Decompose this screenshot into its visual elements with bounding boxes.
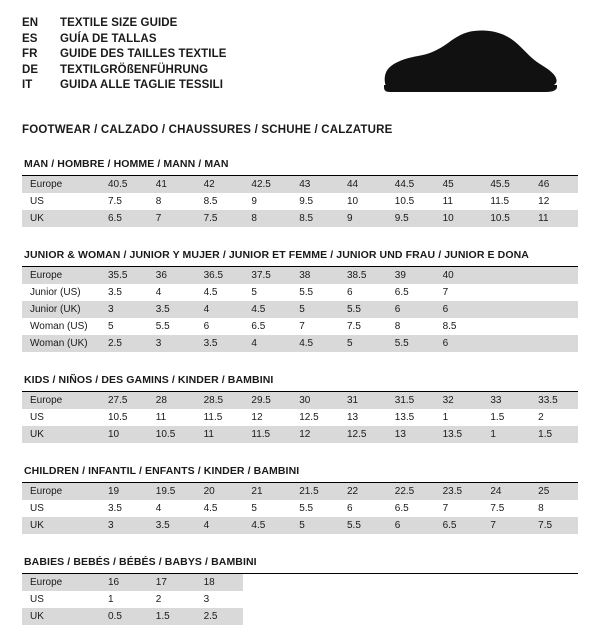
cell <box>482 301 530 318</box>
cell: 20 <box>196 483 244 500</box>
cell: 6 <box>387 301 435 318</box>
cell <box>530 335 578 352</box>
cell: 31.5 <box>387 392 435 409</box>
cell: 32 <box>435 392 483 409</box>
cell: 5.5 <box>299 287 314 298</box>
cell: 3.5 <box>148 517 196 534</box>
cell: 19 <box>100 483 148 500</box>
language-row <box>22 18 227 34</box>
language-titles <box>22 18 227 96</box>
row-label: Europe <box>22 483 100 500</box>
cell: 9 <box>251 196 257 207</box>
cell <box>530 608 578 625</box>
cell: 6 <box>435 335 483 352</box>
cell: 5 <box>339 335 387 352</box>
table-row <box>22 318 578 335</box>
language-titles-body <box>22 18 227 96</box>
cell: 11 <box>155 412 167 423</box>
cell: 1.5 <box>530 426 578 443</box>
cell <box>530 267 578 284</box>
cell: 0.5 <box>100 608 148 625</box>
cell <box>530 318 578 335</box>
cell: 23.5 <box>435 483 483 500</box>
cell <box>243 574 291 591</box>
cell: 11.5 <box>243 426 291 443</box>
cell: 29.5 <box>243 392 291 409</box>
size-group-man <box>22 158 578 227</box>
cell: 2.5 <box>196 608 244 625</box>
cell: 3 <box>203 594 210 605</box>
row-label: US <box>30 594 44 605</box>
cell: 2 <box>155 594 162 605</box>
cell: 4 <box>243 335 291 352</box>
shoe-illustration <box>368 28 568 108</box>
cell <box>387 608 435 625</box>
cell: 10.5 <box>394 196 415 207</box>
cell: 1 <box>482 426 530 443</box>
language-code: ES <box>22 32 38 45</box>
language-code: EN <box>22 17 39 29</box>
cell: 12.5 <box>339 426 387 443</box>
row-label: Europe <box>22 574 100 591</box>
cell: 1.5 <box>490 412 505 423</box>
cell: 41 <box>148 176 196 193</box>
cell: 22 <box>339 483 387 500</box>
cell <box>291 574 339 591</box>
cell: 21 <box>243 483 291 500</box>
cell: 21.5 <box>291 483 339 500</box>
cell <box>530 574 578 591</box>
size-group-junior-woman <box>22 249 578 352</box>
row-label: US <box>30 503 44 514</box>
size-table <box>22 392 578 443</box>
group-title: BABIES / BEBÉS / BÉBÉS / BABYS / BAMBINI <box>24 556 257 568</box>
table-row <box>22 335 578 352</box>
cell: 1 <box>442 412 449 423</box>
cell: 4 <box>196 517 244 534</box>
cell: 6.5 <box>100 210 148 227</box>
cell: 8.5 <box>442 321 457 332</box>
row-label: Europe <box>22 392 100 409</box>
cell: 2.5 <box>100 335 148 352</box>
cell: 10 <box>100 426 148 443</box>
cell: 9 <box>339 210 387 227</box>
language-title: GUÍA DE TALLAS <box>60 32 157 45</box>
table-row <box>22 284 578 301</box>
cell: 5.5 <box>155 321 170 332</box>
cell: 3.5 <box>148 301 196 318</box>
cell: 10.5 <box>108 412 128 423</box>
cell: 9.5 <box>299 196 314 207</box>
cell: 44 <box>339 176 387 193</box>
cell: 5.5 <box>387 335 435 352</box>
cell <box>243 608 291 625</box>
table-row <box>22 409 578 426</box>
cell: 45.5 <box>482 176 530 193</box>
size-table <box>22 483 578 534</box>
row-label: Europe <box>22 267 100 284</box>
cell <box>387 574 435 591</box>
cell: 42.5 <box>243 176 291 193</box>
row-label: US <box>30 412 44 423</box>
cell: 8 <box>243 210 291 227</box>
cell: 12.5 <box>299 412 319 423</box>
cell: 6 <box>435 301 483 318</box>
cell: 10 <box>435 210 483 227</box>
language-row <box>22 49 227 65</box>
cell: 6 <box>203 321 210 332</box>
cell: 5 <box>251 503 257 514</box>
cell <box>482 574 530 591</box>
language-row <box>22 34 227 50</box>
cell: 13.5 <box>435 426 483 443</box>
table-row <box>22 267 578 284</box>
dress-shoe-icon <box>378 28 558 100</box>
language-row <box>22 65 227 81</box>
cell: 30 <box>291 392 339 409</box>
row-label: UK <box>22 608 100 625</box>
cell: 6 <box>346 503 353 514</box>
cell: 4 <box>155 287 162 298</box>
cell: 7 <box>442 287 449 298</box>
cell <box>435 574 483 591</box>
cell: 5.5 <box>299 503 314 514</box>
cell: 5 <box>108 321 114 332</box>
cell: 7 <box>148 210 196 227</box>
table-row <box>22 426 578 443</box>
cell <box>482 284 530 301</box>
cell: 33 <box>482 392 530 409</box>
cell: 4.5 <box>291 335 339 352</box>
cell: 3.5 <box>196 335 244 352</box>
cell: 27.5 <box>100 392 148 409</box>
language-code: DE <box>22 63 39 76</box>
table-row <box>22 301 578 318</box>
cell <box>530 301 578 318</box>
cell: 7.5 <box>196 210 244 227</box>
cell: 5 <box>291 517 339 534</box>
row-label: Woman (UK) <box>22 335 100 352</box>
row-label: Europe <box>22 176 100 193</box>
cell: 22.5 <box>387 483 435 500</box>
language-code: IT <box>22 79 33 91</box>
page-header <box>22 18 578 108</box>
cell: 25 <box>530 483 578 500</box>
row-label: US <box>30 196 44 207</box>
cell: 12 <box>251 412 263 423</box>
cell: 11 <box>442 196 453 207</box>
cell <box>482 608 530 625</box>
cell: 7.5 <box>490 503 505 514</box>
language-row <box>22 80 227 96</box>
cell: 8.5 <box>291 210 339 227</box>
cell: 3 <box>100 517 148 534</box>
cell: 31 <box>339 392 387 409</box>
cell: 38.5 <box>339 267 387 284</box>
cell: 8 <box>155 196 162 207</box>
cell: 37.5 <box>243 267 291 284</box>
table-row <box>22 608 578 625</box>
cell: 13.5 <box>394 412 415 423</box>
cell: 38 <box>291 267 339 284</box>
row-label: Junior (UK) <box>22 301 100 318</box>
cell <box>291 608 339 625</box>
size-group-babies <box>22 556 578 625</box>
cell: 13 <box>387 426 435 443</box>
cell: 11 <box>196 426 244 443</box>
table-row <box>22 517 578 534</box>
cell: 9.5 <box>387 210 435 227</box>
cell: 45 <box>435 176 483 193</box>
cell: 6.5 <box>251 321 266 332</box>
cell: 4 <box>196 301 244 318</box>
row-label: UK <box>22 426 100 443</box>
cell: 1 <box>108 594 114 605</box>
group-title: CHILDREN / INFANTIL / ENFANTS / KINDER / BAMBINI <box>24 465 300 477</box>
size-group-children <box>22 465 578 534</box>
cell: 24 <box>482 483 530 500</box>
cell: 10.5 <box>482 210 530 227</box>
cell: 10 <box>346 196 359 207</box>
table-row <box>22 392 578 409</box>
cell: 4.5 <box>203 503 218 514</box>
cell: 7.5 <box>108 196 122 207</box>
page-title: FOOTWEAR / CALZADO / CHAUSSURES / SCHUHE / CALZATURE <box>22 124 393 136</box>
cell: 6 <box>346 287 353 298</box>
cell: 6.5 <box>435 517 483 534</box>
table-row <box>22 193 578 210</box>
table-row <box>22 210 578 227</box>
cell: 4 <box>155 503 162 514</box>
cell: 5.5 <box>339 301 387 318</box>
cell: 10.5 <box>148 426 196 443</box>
cell: 3.5 <box>108 287 122 298</box>
cell: 8 <box>538 503 544 514</box>
language-title: GUIDA ALLE TAGLIE TESSILI <box>60 79 224 91</box>
cell: 36 <box>148 267 196 284</box>
cell: 4.5 <box>203 287 218 298</box>
cell: 6.5 <box>394 503 409 514</box>
cell: 7 <box>482 517 530 534</box>
cell: 3.5 <box>108 503 122 514</box>
cell: 28.5 <box>196 392 244 409</box>
cell: 2 <box>538 412 544 423</box>
cell: 11 <box>530 210 578 227</box>
cell: 5 <box>251 287 257 298</box>
cell: 7 <box>442 503 449 514</box>
cell: 28 <box>148 392 196 409</box>
cell: 7.5 <box>530 517 578 534</box>
language-code: FR <box>22 48 38 60</box>
cell: 18 <box>196 574 244 591</box>
cell: 12 <box>291 426 339 443</box>
cell: 1.5 <box>148 608 196 625</box>
language-title: TEXTILGRÖßENFÜHRUNG <box>60 63 209 76</box>
cell <box>482 318 530 335</box>
cell <box>339 608 387 625</box>
cell <box>435 608 483 625</box>
cell: 7 <box>299 321 305 332</box>
cell: 33.5 <box>530 392 578 409</box>
cell <box>482 335 530 352</box>
cell: 17 <box>148 574 196 591</box>
cell: 44.5 <box>387 176 435 193</box>
cell: 3 <box>148 335 196 352</box>
cell: 11.5 <box>490 196 510 207</box>
cell: 4.5 <box>243 517 291 534</box>
cell: 43 <box>291 176 339 193</box>
table-row <box>22 483 578 500</box>
cell: 7.5 <box>346 321 361 332</box>
cell: 6.5 <box>394 287 409 298</box>
row-label: Woman (US) <box>30 321 88 332</box>
cell: 11.5 <box>203 412 223 423</box>
cell: 40.5 <box>100 176 148 193</box>
row-label: UK <box>22 517 100 534</box>
group-title: JUNIOR & WOMAN / JUNIOR Y MUJER / JUNIOR ET FEMME / JUNIOR UND FRAU / JUNIOR E DONA <box>24 249 529 261</box>
cell: 16 <box>100 574 148 591</box>
size-group-kids <box>22 374 578 443</box>
cell: 12 <box>538 196 550 207</box>
cell: 40 <box>435 267 483 284</box>
cell: 8.5 <box>203 196 218 207</box>
cell: 3 <box>100 301 148 318</box>
group-title: MAN / HOMBRE / HOMME / MANN / MAN <box>24 158 229 170</box>
cell: 5.5 <box>339 517 387 534</box>
table-row <box>22 500 578 517</box>
cell <box>482 267 530 284</box>
language-title: TEXTILE SIZE GUIDE <box>60 17 178 29</box>
size-table <box>22 176 578 227</box>
cell: 5 <box>291 301 339 318</box>
row-label: Junior (US) <box>30 287 81 298</box>
language-title: GUIDE DES TAILLES TEXTILE <box>60 48 227 60</box>
cell: 42 <box>196 176 244 193</box>
cell: 35.5 <box>100 267 148 284</box>
cell <box>339 574 387 591</box>
table-row <box>22 574 578 591</box>
cell: 6 <box>387 517 435 534</box>
cell: 4.5 <box>243 301 291 318</box>
cell: 13 <box>346 412 359 423</box>
row-label: UK <box>22 210 100 227</box>
table-row <box>22 176 578 193</box>
size-table <box>22 267 578 352</box>
cell <box>530 284 578 301</box>
cell: 39 <box>387 267 435 284</box>
cell: 36.5 <box>196 267 244 284</box>
cell: 8 <box>394 321 401 332</box>
cell: 19.5 <box>148 483 196 500</box>
group-title: KIDS / NIÑOS / DES GAMINS / KINDER / BAMBINI <box>24 374 274 386</box>
cell: 46 <box>530 176 578 193</box>
